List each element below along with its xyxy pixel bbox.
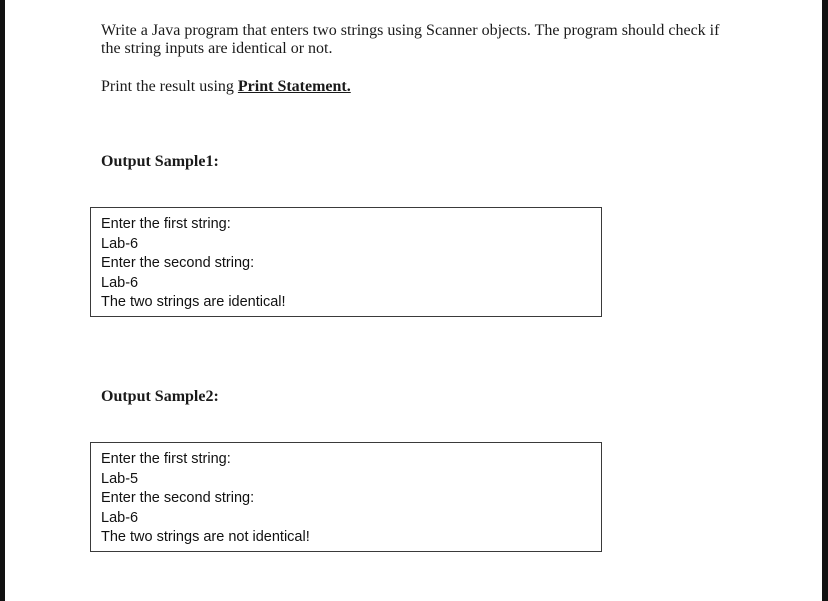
print-statement-link: Print Statement. (237, 78, 351, 95)
output-sample-1-heading: Output Sample1: (101, 153, 219, 170)
task-description: Write a Java program that enters two strings using Scanner objects. The program should check if the string inputs are identical or not. (101, 22, 720, 57)
sample-1-line-1: Enter the first string: (101, 216, 231, 232)
sample-2-line-3: Enter the second string: (101, 490, 255, 506)
sample-2-line-2: Lab-5 (101, 470, 139, 487)
output-sample-2-heading: Output Sample2: (101, 388, 219, 405)
sample-1-line-5: The two strings are identical! (101, 294, 286, 310)
sample-1-line-2: Lab-6 (101, 235, 139, 252)
sample-1-line-3: Enter the second string: (101, 255, 255, 271)
sample-2-line-1: Enter the first string: (101, 451, 231, 467)
print-instruction-prefix: Print the result using (101, 78, 238, 95)
output-sample-2-box (90, 442, 602, 552)
sample-1-line-4: Lab-6 (101, 274, 139, 291)
document-page (5, 0, 822, 601)
print-instruction (101, 78, 741, 96)
output-sample-1-box (90, 207, 602, 317)
sample-2-line-4: Lab-6 (101, 509, 139, 526)
sample-2-line-5: The two strings are not identical! (101, 529, 310, 545)
